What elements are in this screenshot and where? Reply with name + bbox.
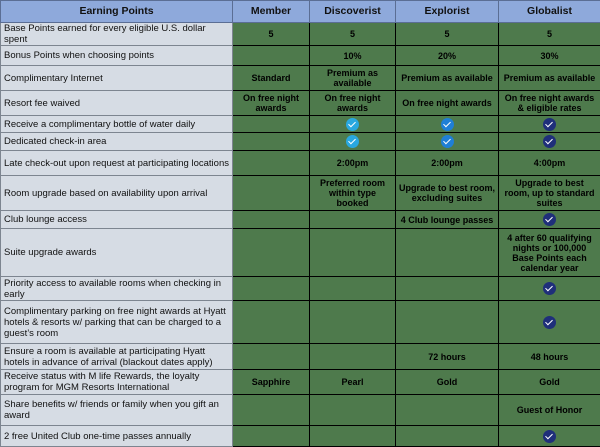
table-row: [1, 46, 600, 66]
cell-globalist: [499, 301, 600, 344]
cell-discoverist: [310, 301, 396, 344]
cell-member: [233, 277, 310, 301]
row-label: Dedicated check-in area: [1, 133, 233, 151]
check-icon: [441, 118, 454, 131]
cell-member: [233, 395, 310, 426]
cell-member: Sapphire: [233, 370, 310, 395]
row-label: Base Points earned for every eligible U.S. dollar spent: [1, 23, 233, 46]
cell-discoverist: 2:00pm: [310, 151, 396, 176]
cell-member: [233, 229, 310, 277]
header-explorist: Explorist: [396, 1, 499, 23]
cell-member: [233, 46, 310, 66]
cell-discoverist: [310, 211, 396, 229]
header-discoverist: Discoverist: [310, 1, 396, 23]
cell-member: On free night awards: [233, 91, 310, 116]
cell-explorist: 5: [396, 23, 499, 46]
cell-globalist: Premium as available: [499, 66, 600, 91]
table-row: [1, 116, 600, 133]
cell-discoverist: Premium as available: [310, 66, 396, 91]
header-globalist: Globalist: [499, 1, 600, 23]
check-icon: [543, 135, 556, 148]
row-label: Bonus Points when choosing points: [1, 46, 233, 66]
row-label: Complimentary parking on free night awards at Hyatt hotels & resorts w/ parking that can be charged to a guest’s room: [1, 301, 233, 344]
cell-globalist: 30%: [499, 46, 600, 66]
row-label: Complimentary Internet: [1, 66, 233, 91]
table-row: [1, 229, 600, 277]
cell-explorist: 4 Club lounge passes: [396, 211, 499, 229]
cell-explorist: [396, 116, 499, 133]
cell-globalist: [499, 211, 600, 229]
header-member: Member: [233, 1, 310, 23]
cell-discoverist: [310, 344, 396, 370]
cell-explorist: Upgrade to best room, excluding suites: [396, 176, 499, 211]
cell-explorist: 72 hours: [396, 344, 499, 370]
cell-explorist: [396, 229, 499, 277]
cell-member: 5: [233, 23, 310, 46]
cell-member: [233, 301, 310, 344]
check-icon: [543, 316, 556, 329]
row-label: Club lounge access: [1, 211, 233, 229]
cell-discoverist: [310, 395, 396, 426]
cell-explorist: 2:00pm: [396, 151, 499, 176]
table-row: [1, 91, 600, 116]
row-label: Late check-out upon request at participating locations: [1, 151, 233, 176]
check-icon: [543, 282, 556, 295]
cell-member: [233, 133, 310, 151]
cell-globalist: Upgrade to best room, up to standard suites: [499, 176, 600, 211]
table-row: [1, 277, 600, 301]
table-row: [1, 151, 600, 176]
cell-discoverist: [310, 277, 396, 301]
row-label: Ensure a room is available at participating Hyatt hotels in advance of arrival (blackout dates apply): [1, 344, 233, 370]
cell-globalist: 4 after 60 qualifying nights or 100,000 Base Points each calendar year: [499, 229, 600, 277]
cell-member: Standard: [233, 66, 310, 91]
row-label: Share benefits w/ friends or family when you gift an award: [1, 395, 233, 426]
cell-globalist: [499, 133, 600, 151]
cell-globalist: [499, 277, 600, 301]
cell-explorist: 20%: [396, 46, 499, 66]
cell-globalist: 5: [499, 23, 600, 46]
table-row: [1, 344, 600, 370]
table-row: [1, 133, 600, 151]
cell-globalist: Gold: [499, 370, 600, 395]
check-icon: [543, 213, 556, 226]
cell-globalist: Guest of Honor: [499, 395, 600, 426]
cell-explorist: Gold: [396, 370, 499, 395]
table-row: [1, 301, 600, 344]
table-row: [1, 23, 600, 46]
row-label: Suite upgrade awards: [1, 229, 233, 277]
row-label: Resort fee waived: [1, 91, 233, 116]
cell-member: [233, 426, 310, 447]
check-icon: [441, 135, 454, 148]
table-row: [1, 176, 600, 211]
cell-member: [233, 116, 310, 133]
cell-discoverist: [310, 426, 396, 447]
cell-explorist: On free night awards: [396, 91, 499, 116]
cell-member: [233, 151, 310, 176]
header-earning-points: Earning Points: [1, 1, 233, 23]
cell-discoverist: On free night awards: [310, 91, 396, 116]
cell-discoverist: 5: [310, 23, 396, 46]
cell-globalist: On free night awards & eligible rates: [499, 91, 600, 116]
check-icon: [543, 430, 556, 443]
row-label: 2 free United Club one-time passes annually: [1, 426, 233, 447]
cell-globalist: [499, 116, 600, 133]
header-row: [1, 1, 600, 23]
cell-discoverist: [310, 133, 396, 151]
cell-explorist: [396, 426, 499, 447]
row-label: Priority access to available rooms when checking in early: [1, 277, 233, 301]
cell-member: [233, 344, 310, 370]
table-row: [1, 370, 600, 395]
cell-explorist: Premium as available: [396, 66, 499, 91]
table-row: [1, 211, 600, 229]
cell-globalist: [499, 426, 600, 447]
cell-discoverist: Pearl: [310, 370, 396, 395]
cell-discoverist: [310, 116, 396, 133]
cell-explorist: [396, 133, 499, 151]
cell-globalist: 4:00pm: [499, 151, 600, 176]
cell-member: [233, 176, 310, 211]
row-label: Receive status with M life Rewards, the loyalty program for MGM Resorts International: [1, 370, 233, 395]
row-label: Room upgrade based on availability upon arrival: [1, 176, 233, 211]
check-icon: [346, 135, 359, 148]
row-label: Receive a complimentary bottle of water daily: [1, 116, 233, 133]
cell-discoverist: [310, 229, 396, 277]
cell-explorist: [396, 395, 499, 426]
cell-explorist: [396, 301, 499, 344]
cell-discoverist: 10%: [310, 46, 396, 66]
cell-globalist: 48 hours: [499, 344, 600, 370]
table-row: [1, 66, 600, 91]
table-row: [1, 426, 600, 447]
cell-explorist: [396, 277, 499, 301]
cell-discoverist: Preferred room within type booked: [310, 176, 396, 211]
cell-member: [233, 211, 310, 229]
check-icon: [346, 118, 359, 131]
table-row: [1, 395, 600, 426]
check-icon: [543, 118, 556, 131]
